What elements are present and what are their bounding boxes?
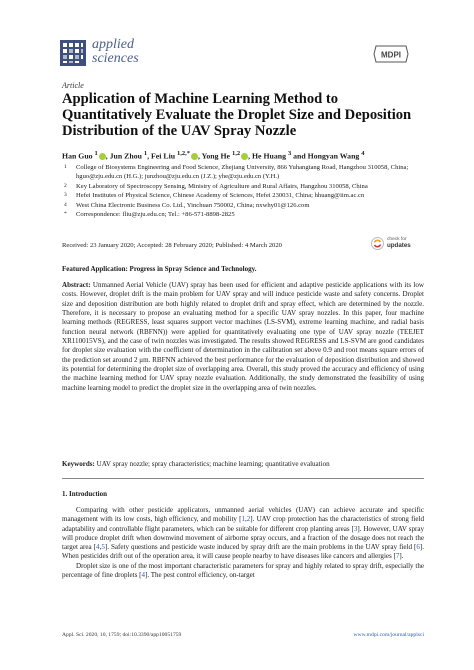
mdpi-logo-icon [372, 44, 410, 64]
footer-journal-link[interactable]: www.mdpi.com/journal/applsci [353, 632, 424, 638]
paragraph: Droplet size is one of the most important characteristic parameters for spray and highly related to spray drift, especially the percentage of fine droplets [4]. The pest control efficiency, on-target [62, 561, 424, 580]
citation-link[interactable]: 1 [241, 515, 245, 524]
affiliation-item [62, 191, 432, 200]
affiliation-mark: 2 [64, 182, 67, 189]
publication-dates: Received: 23 January 2020; Accepted: 28 February 2020; Published: 4 March 2020 [62, 242, 282, 249]
affiliation-list [62, 163, 432, 219]
author-name: , He Huang [248, 151, 288, 161]
affiliation-mark: * [64, 211, 67, 218]
journal-logo-icon [60, 40, 86, 66]
journal-name [92, 38, 139, 66]
author-list [62, 149, 422, 162]
affiliation-mark: 4 [64, 201, 67, 208]
author-name: , Fei Liu [147, 151, 178, 161]
affiliation-item [62, 163, 432, 182]
page-footer [62, 632, 424, 642]
check-updates-line2: updates [387, 242, 411, 249]
author-affil-mark: 4 [361, 150, 365, 157]
author-affil-mark: 1,2,* [177, 150, 191, 157]
article-type: Article [62, 81, 84, 90]
abstract-text: Unmanned Aerial Vehicle (UAV) spray has been used for efficient and adaptive pesticide applications with its low costs. However, droplet drift is the main problem for UAV spray and will induce pesticide waste and safety concerns. Droplet size and deposition distribution are both highly related to droplet drift and spray effect, which are determined by the nozzle. Therefore, it is necessary to propose an evaluating method for a specific UAV spray nozzles. In this paper, four machine learning methods (REGRESS, least squares support vector machines (LS-SVM), extreme learning machine, and radial basis function neural network (RBFNN)) were applied for quantitatively evaluating one type of UAV spray nozzle (TEEJET XR110015VS), and the case of twin nozzles was investigated. The results showed REGRESS and LS-SVM are good candidates for droplet size evaluation with the coefficient of determination in the calibration set above 0.9 and root means square errors of the prediction set around 2 μm. RBFNN achieved the best performance for the evaluation of deposition distribution and showed its potential for determining the droplet size of overlapping area. Overall, this study proved the accuracy and efficiency of using the machine learning method for UAV spray nozzle evaluation. Additionally, the study demonstrated the feasibility of using machine learning model to predict the droplet size in the overlapping area of twin nozzles. [62, 281, 424, 392]
correspondence [62, 210, 432, 219]
journal-name-line1: applied [92, 37, 134, 52]
author-affil-mark: 1 [94, 150, 98, 157]
citation-link[interactable]: 4 [96, 543, 100, 552]
citation-link[interactable]: 5 [101, 543, 105, 552]
affiliation-item [62, 201, 432, 210]
affiliation-text: College of Biosystems Engineering and Food Science, Zhejiang University, 866 Yuhangtang Road, Hangzhou 310058, China; hguo@zju.edu.cn (H.G.); junzhou@zju.edu.cn (J.Z.); yhe@zju.edu.cn (Y.H.) [76, 164, 409, 181]
citation-link[interactable]: 4 [141, 571, 145, 580]
section-divider [62, 478, 424, 479]
abstract [62, 281, 424, 393]
check-updates-icon [371, 237, 384, 250]
affiliation-mark: 3 [64, 192, 67, 199]
keywords [62, 460, 424, 469]
author-affil-mark: 1 [143, 150, 148, 157]
affiliation-text: West China Electronic Business Co. Ltd., Yinchuan 750002, China; nxwhy01@126.com [76, 201, 310, 209]
body-text [62, 506, 424, 580]
author-name: Han Guo [62, 151, 95, 161]
journal-header [60, 38, 420, 78]
author-affil-mark: 1,2 [231, 150, 241, 157]
affiliation-item [62, 182, 432, 191]
author-affil-mark: 3 [287, 150, 292, 157]
keywords-label: Keywords: [62, 460, 95, 468]
orcid-icon[interactable] [99, 153, 106, 160]
abstract-label: Abstract: [62, 281, 91, 289]
affiliation-text: Key Laboratory of Spectroscopy Sensing, Ministry of Agriculture and Rural Affairs, Hangzhou 310058, China [76, 182, 368, 190]
check-for-updates-button[interactable] [371, 236, 421, 252]
journal-name-line2: sciences [92, 51, 139, 66]
author-name: , Jun Zhou [105, 151, 144, 161]
citation-link[interactable]: 3 [353, 524, 358, 533]
citation-link[interactable]: 6 [416, 543, 420, 552]
author-name: and Hongyan Wang [291, 151, 362, 161]
citation-link[interactable]: 2 [246, 515, 251, 524]
affiliation-text: Hefei Institutes of Physical Science, Chinese Academy of Sciences, Hefei 230031, China; hhuang@iim.ac.cn [76, 192, 365, 200]
section-heading: 1. Introduction [62, 490, 107, 498]
affiliation-text: Correspondence: fliu@zju.edu.cn; Tel.: +86-571-8898-2825 [76, 211, 235, 219]
footer-citation: Appl. Sci. 2020, 10, 1759; doi:10.3390/app10051759 [62, 632, 182, 638]
paragraph: Comparing with other pesticide applicators, unmanned aerial vehicles (UAV) can achieve accurate and specific management with its low costs, high efficiency, and mobility [1,2]. UAV crop protection has the characteristics of strong field adaptability and controllable flight parameters, which can be suitable for different crop planting areas [3]. However, UAV spray will produce droplet drift when downwind movement of airborne spray occurs, and a fraction of the dosage does not reach the target area [4,5]. Safety questions and pesticide waste induced by spray drift are the main problems in the UAV spray field [6]. When pesticides drift out of the operation area, it will cause people nearby to have diseases like cancers and allergies [7]. [62, 506, 424, 561]
affiliation-mark: 1 [64, 164, 67, 170]
paper-title: Application of Machine Learning Method to Quantitatively Evaluate the Droplet Size and Deposition Distribution of the UAV Spray Nozzle [62, 91, 412, 139]
orcid-icon[interactable] [191, 153, 198, 160]
check-updates-line1: check for [387, 237, 407, 242]
publisher-name: MDPI [381, 50, 401, 60]
citation-link[interactable]: 7 [395, 552, 400, 561]
featured-application: Featured Application: Progress in Spray Science and Technology. [62, 265, 257, 273]
keywords-text: UAV spray nozzle; spray characteristics; machine learning; quantitative evaluation [94, 460, 330, 468]
author-name: , Yong He [198, 151, 232, 161]
